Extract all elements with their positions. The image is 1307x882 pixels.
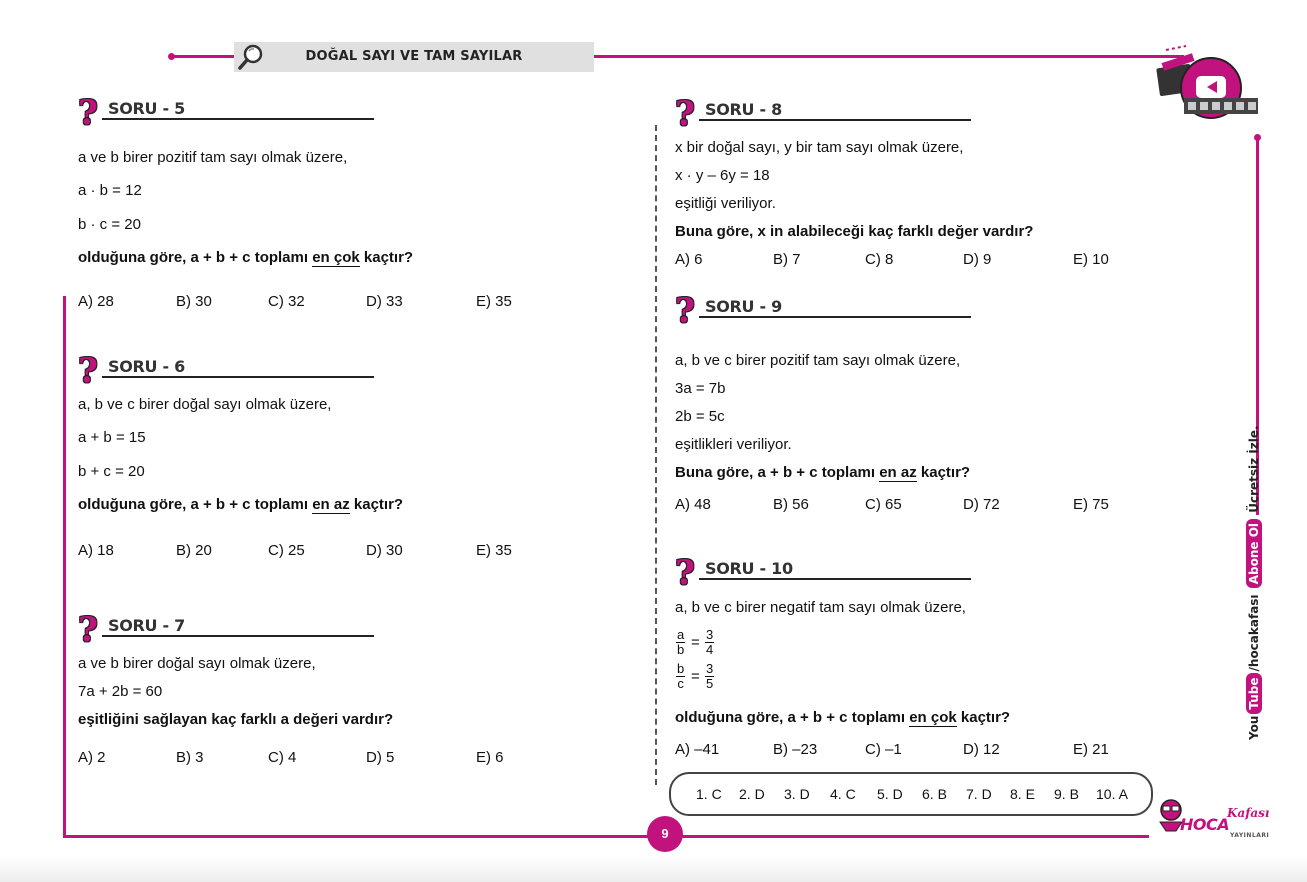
q6-line3: b + c = 20 [78, 463, 145, 480]
q5-line2: a · b = 12 [78, 182, 142, 199]
q5-option-d[interactable]: D) 33 [366, 293, 403, 310]
q10-option-a[interactable]: A) –41 [675, 741, 720, 758]
q9-ask-pre: Buna göre, a + b + c toplamı [675, 464, 880, 481]
q10-frac2-right-den: 5 [706, 676, 714, 691]
question-9-rule [699, 316, 971, 318]
question-5-rule [102, 118, 374, 120]
q9-line1: a, b ve c birer pozitif tam sayı olmak üzere, [675, 352, 961, 369]
q10-ask-pre: olduğuna göre, a + b + c toplamı [675, 709, 910, 726]
question-7-header [78, 610, 378, 650]
q10-frac2-left-num: b [677, 661, 685, 676]
q10-frac1-eq: = [691, 634, 700, 651]
question-7-rule [102, 635, 374, 637]
answer-9: 9. B [1054, 786, 1079, 802]
video-play-icon[interactable] [1156, 44, 1262, 124]
question-mark-icon: ? [675, 94, 695, 134]
answer-4: 4. C [830, 786, 856, 802]
question-8-rule [699, 119, 971, 121]
q10-frac1-left [676, 628, 685, 657]
q8-option-d[interactable]: D) 9 [963, 251, 992, 268]
q9-line2: 3a = 7b [675, 380, 726, 397]
question-5-header [78, 93, 378, 133]
answer-10: 10. A [1096, 786, 1128, 802]
youtube-tube: Tube [1246, 673, 1262, 713]
q10-option-b[interactable]: B) –23 [773, 741, 818, 758]
q10-frac2-eq: = [691, 668, 700, 685]
q9-ask-emphasis: en az [879, 464, 917, 481]
q10-frac1-left-den: b [677, 642, 685, 657]
column-divider [655, 125, 657, 785]
q6-line1: a, b ve c birer doğal sayı olmak üzere, [78, 396, 332, 413]
logo-sub: YAYINLARI [1230, 832, 1270, 839]
q9-option-d[interactable]: D) 72 [963, 496, 1000, 513]
subscribe-badge: Abone Ol [1246, 519, 1262, 588]
q9-line4: eşitlikleri veriliyor. [675, 436, 792, 453]
q5-ask-emphasis: en çok [312, 249, 360, 266]
q6-line2: a + b = 15 [78, 429, 146, 446]
q7-option-e[interactable]: E) 6 [476, 749, 504, 766]
q6-option-b[interactable]: B) 20 [176, 542, 212, 559]
q9-line3: 2b = 5c [675, 408, 725, 425]
header-rule-left [172, 55, 236, 58]
q10-frac2-right [705, 662, 714, 691]
q5-ask-post: kaçtır? [359, 249, 414, 266]
page-bottom-shadow [0, 856, 1307, 882]
q9-option-a[interactable]: A) 48 [675, 496, 711, 513]
q7-option-c[interactable]: C) 4 [268, 749, 297, 766]
q10-frac2-left [676, 662, 685, 691]
q8-question: Buna göre, x in alabileceği kaç farklı değer vardır? [675, 223, 1034, 240]
q5-question [78, 249, 413, 267]
answer-2: 2. D [739, 786, 765, 802]
q8-line1: x bir doğal sayı, y bir tam sayı olmak üzere, [675, 139, 964, 156]
q10-ask-emphasis: en çok [909, 709, 957, 726]
question-6-rule [102, 376, 374, 378]
q8-line3: eşitliği veriliyor. [675, 195, 776, 212]
q10-option-d[interactable]: D) 12 [963, 741, 1000, 758]
question-9-title: SORU - 9 [705, 297, 782, 316]
q5-option-c[interactable]: C) 32 [268, 293, 305, 310]
q10-option-e[interactable]: E) 21 [1073, 741, 1109, 758]
question-5-title: SORU - 5 [108, 99, 185, 118]
q10-option-c[interactable]: C) –1 [865, 741, 902, 758]
question-mark-icon: ? [78, 93, 98, 133]
header-rule-right [594, 55, 1184, 58]
youtube-you: You [1247, 715, 1261, 740]
header-bar [234, 42, 594, 72]
q7-option-d[interactable]: D) 5 [366, 749, 395, 766]
q5-ask-pre: olduğuna göre, a + b + c toplamı [78, 249, 313, 266]
q5-option-b[interactable]: B) 30 [176, 293, 212, 310]
q6-ask-emphasis: en az [312, 496, 350, 513]
q8-option-e[interactable]: E) 10 [1073, 251, 1109, 268]
q9-question [675, 464, 970, 482]
q5-line1: a ve b birer pozitif tam sayı olmak üzere, [78, 149, 348, 166]
q10-question [675, 709, 1010, 727]
q6-option-a[interactable]: A) 18 [78, 542, 114, 559]
q9-ask-post: kaçtır? [916, 464, 971, 481]
q6-ask-pre: olduğuna göre, a + b + c toplamı [78, 496, 313, 513]
q10-frac2-left-den: c [677, 676, 684, 691]
page-number: 9 [647, 816, 683, 852]
bottom-frame-line [63, 835, 1149, 838]
q7-option-a[interactable]: A) 2 [78, 749, 106, 766]
q10-line1: a, b ve c birer negatif tam sayı olmak üzere, [675, 599, 966, 616]
question-8-title: SORU - 8 [705, 100, 782, 119]
question-mark-icon: ? [675, 553, 695, 593]
q10-frac1-right [705, 628, 714, 657]
answer-3: 3. D [784, 786, 810, 802]
q6-question [78, 496, 403, 514]
q7-line2: 7a + 2b = 60 [78, 683, 163, 700]
q5-line3: b · c = 20 [78, 216, 141, 233]
q8-option-a[interactable]: A) 6 [675, 251, 703, 268]
question-mark-icon: ? [78, 351, 98, 391]
left-frame-line [63, 296, 66, 838]
question-6-title: SORU - 6 [108, 357, 185, 376]
answer-8: 8. E [1010, 786, 1035, 802]
q8-line2: x · y – 6y = 18 [675, 167, 770, 184]
youtube-promo[interactable] [1246, 425, 1262, 740]
q10-frac1-left-num: a [677, 627, 685, 642]
question-8-header [675, 94, 975, 134]
q7-option-b[interactable]: B) 3 [176, 749, 204, 766]
q5-option-e[interactable]: E) 35 [476, 293, 512, 310]
answer-5: 5. D [877, 786, 903, 802]
answer-1: 1. C [696, 786, 722, 802]
youtube-handle: /hocakafası [1247, 594, 1261, 672]
logo-main: HOCA [1180, 815, 1230, 834]
q6-ask-post: kaçtır? [349, 496, 404, 513]
q6-option-e[interactable]: E) 35 [476, 542, 512, 559]
q9-option-b[interactable]: B) 56 [773, 496, 809, 513]
free-watch-text: Ücretsiz İzle. [1247, 425, 1261, 513]
question-10-header [675, 553, 975, 593]
q5-option-a[interactable]: A) 28 [78, 293, 114, 310]
q7-question: eşitliğini sağlayan kaç farklı a değeri vardır? [78, 711, 394, 728]
q9-option-c[interactable]: C) 65 [865, 496, 902, 513]
answer-7: 7. D [966, 786, 992, 802]
q9-option-e[interactable]: E) 75 [1073, 496, 1109, 513]
answer-6: 6. B [922, 786, 947, 802]
question-6-header [78, 351, 378, 391]
right-frame-dot [1254, 134, 1261, 141]
q8-option-b[interactable]: B) 7 [773, 251, 801, 268]
answer-key [669, 772, 1153, 816]
question-7-title: SORU - 7 [108, 616, 185, 635]
question-mark-icon: ? [675, 291, 695, 331]
question-9-header [675, 291, 975, 331]
q10-frac2-right-num: 3 [706, 661, 714, 676]
question-10-title: SORU - 10 [705, 559, 793, 578]
q6-option-c[interactable]: C) 25 [268, 542, 305, 559]
q10-frac1-right-num: 3 [706, 627, 714, 642]
question-mark-icon: ? [78, 610, 98, 650]
header-title: DOĞAL SAYI VE TAM SAYILAR [305, 49, 523, 64]
q10-frac1-right-den: 4 [706, 642, 714, 657]
q8-option-c[interactable]: C) 8 [865, 251, 894, 268]
q10-ask-post: kaçtır? [956, 709, 1011, 726]
q7-line1: a ve b birer doğal sayı olmak üzere, [78, 655, 316, 672]
logo-script: Kafası [1227, 806, 1270, 820]
q6-option-d[interactable]: D) 30 [366, 542, 403, 559]
question-10-rule [699, 578, 971, 580]
